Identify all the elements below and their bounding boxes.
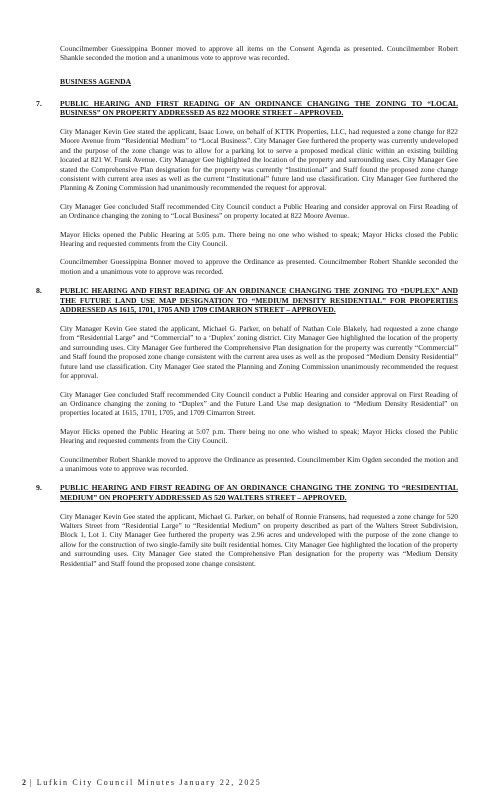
page-footer [22, 778, 462, 787]
paragraph: City Manager Gee concluded Staff recommended City Council conduct a Public Hearing and consider approval on First Reading of an Ordinance changing the zoning to “Local Business” on property located at 822 Moore Avenue. [60, 201, 458, 221]
paragraph: Mayor Hicks opened the Public Hearing at 5:07 p.m. There being no one who wished to speak; Mayor Hicks closed the Public Hearing and requested comments from the City Council. [60, 426, 458, 446]
intro-section [34, 44, 458, 63]
agenda-item-number: 9. [36, 483, 42, 493]
agenda-item-title: PUBLIC HEARING AND FIRST READING OF AN ORDINANCE CHANGING THE ZONING TO “DUPLEX” AND THE FUTURE LAND USE MAP DESIGNATION TO “MEDIUM DENSITY RESIDENTIAL” FOR PROPERTIES ADDRESSED AS 1615, 1701, 1705 AND 1709 CIMARRON STREET – APPROVED. [60, 286, 458, 315]
agenda-item-9 [34, 483, 458, 568]
page-number: 2 [22, 778, 26, 787]
footer-separator: | [29, 778, 34, 787]
agenda-item-body [34, 512, 458, 568]
paragraph: City Manager Gee concluded Staff recommended City Council conduct a Public Hearing and consider approval on First Reading of an Ordinance changing the zoning to “Duplex” and the Future Land Use map designation to “Medium Density Residential” on properties located at 1615, 1701, 1705, and 1709 Cimarron Street. [60, 389, 458, 418]
intro-paragraph: Councilmember Guessippina Bonner moved to approve all items on the Consent Agenda as presented. Councilmember Robert Shankle seconded the motion and a unanimous vote to approve was recorded. [60, 44, 458, 63]
paragraph: City Manager Kevin Gee stated the applicant, Isaac Lowe, on behalf of KTTK Properties, LLC, had requested a zone change for 822 Moore Avenue from “Residential Medium” to “Local Business”. City Manager Gee furthered the property was currently undeveloped and the purpose of the zone change was to allow for a parking lot to serve a proposed medical clinic within an existing building located at 821 W. Frank Avenue. City Manager Gee highlighted the location of the property and surrounding uses. City Manager Gee stated the Comprehensive Plan designation for the property was currently “Institutional” and Staff found the proposed zone change consistent with current area uses as well as the current “Institutional” future land use classification. City Manager Gee furthered the Planning & Zoning Commission had unanimously recommended the request for approval. [60, 127, 458, 193]
agenda-item-title: PUBLIC HEARING AND FIRST READING OF AN ORDINANCE CHANGING THE ZONING TO “LOCAL BUSINESS” ON PROPERTY ADDRESSED AS 822 MOORE STREET – APPROVED. [60, 98, 458, 118]
paragraph: Councilmember Robert Shankle moved to approve the Ordinance as presented. Councilmember Kim Ogden seconded the motion and a unanimous vote to approve was recorded. [60, 454, 458, 473]
document-content [34, 44, 458, 568]
agenda-item-7 [34, 99, 458, 276]
footer-text: Lufkin City Council Minutes January 22, 2025 [36, 778, 262, 787]
paragraph: Councilmember Guessippina Bonner moved to approve the Ordinance as presented. Councilmember Robert Shankle seconded the motion and a unanimous vote to approve was recorded. [60, 257, 458, 276]
agenda-item-header [34, 286, 458, 315]
agenda-item-body [34, 324, 458, 473]
paragraph: City Manager Kevin Gee stated the applicant, Michael G. Parker, on behalf of Ronnie Fransens, had requested a zone change for 520 Walters Street from “Residential Large” to “Residential Medium” on property described as part of the Walters Street Subdivision, Block 1, Lot 1. City Manager Gee furthered the property was 2.96 acres and undeveloped with the purpose of the zone change to allow for the construction of two single-family site built residential homes. City Manager Gee highlighted the location of the property and surrounding uses. City Manager Gee stated the Comprehensive Plan designation for the property was “Medium Density Residential” and Staff found the proposed zone change consistent. [60, 511, 458, 568]
agenda-item-header [34, 483, 458, 502]
agenda-item-number: 7. [36, 98, 42, 108]
paragraph: Mayor Hicks opened the Public Hearing at 5:05 p.m. There being no one who wished to speak; Mayor Hicks closed the Public Hearing and requested comments from the City Council. [60, 229, 458, 249]
agenda-item-title: PUBLIC HEARING AND FIRST READING OF AN ORDINANCE CHANGING THE ZONING TO “RESIDENTIAL MEDIUM” ON PROPERTY ADDRESSED AS 520 WALTERS STREET – APPROVED. [60, 483, 458, 502]
paragraph: City Manager Kevin Gee stated the applicant, Michael G. Parker, on behalf of Nathan Cole Blakely, had requested a zone change from “Residential Large” and “Commercial” to a ‘Duplex’ zoning district. City Manager Gee highlighted the location of the property and surrounding uses. City Manager Gee furthered the Comprehensive Plan designation for the property was currently “Commercial” and Staff found the proposed zone change consistent with the current area uses as well as the proposed “Medium Density Residential” future land use classification. City Manager Gee stated the Planning and Zoning Commission unanimously recommended the request for approval. [60, 324, 458, 381]
agenda-item-8 [34, 286, 458, 473]
agenda-item-number: 8. [36, 286, 42, 296]
agenda-item-body [34, 127, 458, 276]
business-agenda-heading: BUSINESS AGENDA [60, 76, 132, 86]
agenda-item-header [34, 99, 458, 118]
